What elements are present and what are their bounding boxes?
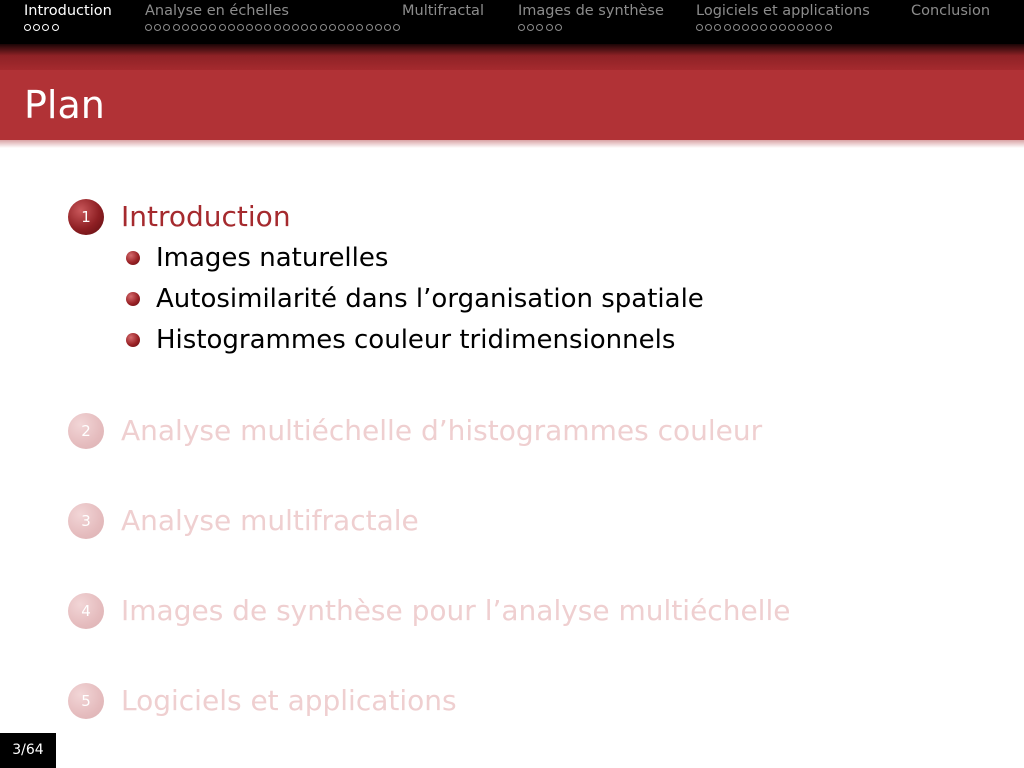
- toc-subsection-label: Images naturelles: [156, 243, 389, 273]
- frame-dot[interactable]: [52, 24, 59, 31]
- frame-dot[interactable]: [338, 24, 345, 31]
- frame-dot[interactable]: [733, 24, 740, 31]
- toc-section-label: Logiciels et applications: [121, 684, 457, 717]
- nav-section-logiciels-et-applications[interactable]: [696, 2, 870, 33]
- nav-section-title: Multifractal: [402, 3, 484, 19]
- nav-section-images-de-synthese[interactable]: [518, 2, 664, 33]
- section-number-ball: 2: [68, 413, 104, 449]
- nav-section-multifractal[interactable]: [402, 2, 484, 33]
- frame-dot[interactable]: [320, 24, 327, 31]
- toc-section-label: Analyse multiéchelle d’histogrammes couleur: [121, 414, 763, 447]
- frame-dot[interactable]: [310, 24, 317, 31]
- frame-title-bar: [0, 70, 1024, 140]
- frame-dot[interactable]: [751, 24, 758, 31]
- frame-dot[interactable]: [696, 24, 703, 31]
- frame-dot[interactable]: [347, 24, 354, 31]
- section-number-ball: 5: [68, 683, 104, 719]
- frame-dot[interactable]: [182, 24, 189, 31]
- frame-dot[interactable]: [375, 24, 382, 31]
- frame-dot[interactable]: [806, 24, 813, 31]
- section-number-ball: 1: [68, 199, 104, 235]
- frame-dot[interactable]: [145, 24, 152, 31]
- frame-dot[interactable]: [219, 24, 226, 31]
- frame-dot[interactable]: [825, 24, 832, 31]
- section-navigation-bar: [0, 0, 1024, 44]
- header-shadow-band: [0, 44, 1024, 70]
- section-number-ball: 3: [68, 503, 104, 539]
- frame-dot[interactable]: [714, 24, 721, 31]
- frame-dot[interactable]: [518, 24, 525, 31]
- toc-section-label: Introduction: [121, 200, 291, 233]
- nav-frame-dots: [911, 24, 990, 33]
- frame-dot[interactable]: [393, 24, 400, 31]
- frame-dot[interactable]: [200, 24, 207, 31]
- toc-subsection-label: Histogrammes couleur tridimensionnels: [156, 325, 676, 355]
- bullet-ball-icon: [126, 333, 140, 347]
- frame-dot[interactable]: [163, 24, 170, 31]
- frame-dot[interactable]: [788, 24, 795, 31]
- frame-dot[interactable]: [255, 24, 262, 31]
- frame-dot[interactable]: [760, 24, 767, 31]
- frame-dot[interactable]: [356, 24, 363, 31]
- frame-dot[interactable]: [742, 24, 749, 31]
- nav-section-introduction[interactable]: [24, 2, 112, 33]
- toc-section-label: Analyse multifractale: [121, 504, 419, 537]
- frame-title: Plan: [24, 83, 105, 127]
- frame-dot[interactable]: [779, 24, 786, 31]
- frame-dot[interactable]: [384, 24, 391, 31]
- frame-dot[interactable]: [555, 24, 562, 31]
- nav-section-title: Introduction: [24, 3, 112, 19]
- frame-dot[interactable]: [24, 24, 31, 31]
- title-bar-fade: [0, 140, 1024, 148]
- frame-dot[interactable]: [527, 24, 534, 31]
- nav-section-analyse-en-echelles[interactable]: [145, 2, 400, 33]
- frame-dot[interactable]: [815, 24, 822, 31]
- frame-dot[interactable]: [301, 24, 308, 31]
- nav-frame-dots: [402, 24, 484, 33]
- nav-frame-dots: [518, 24, 664, 33]
- nav-section-title: Conclusion: [911, 3, 991, 19]
- nav-section-title: Analyse en échelles: [145, 3, 289, 19]
- frame-dot[interactable]: [770, 24, 777, 31]
- frame-dot[interactable]: [237, 24, 244, 31]
- bullet-ball-icon: [126, 251, 140, 265]
- frame-dot[interactable]: [292, 24, 299, 31]
- nav-section-title: Logiciels et applications: [696, 3, 870, 19]
- frame-dot[interactable]: [705, 24, 712, 31]
- bullet-ball-icon: [126, 292, 140, 306]
- frame-dot[interactable]: [283, 24, 290, 31]
- frame-dot[interactable]: [274, 24, 281, 31]
- frame-dot[interactable]: [546, 24, 553, 31]
- frame-dot[interactable]: [724, 24, 731, 31]
- section-number-ball: 4: [68, 593, 104, 629]
- frame-dot[interactable]: [33, 24, 40, 31]
- frame-dot[interactable]: [173, 24, 180, 31]
- nav-section-conclusion[interactable]: [911, 2, 990, 33]
- frame-dot[interactable]: [264, 24, 271, 31]
- nav-frame-dots: [24, 24, 112, 33]
- nav-frame-dots: [696, 24, 870, 33]
- frame-dot[interactable]: [228, 24, 235, 31]
- frame-dot[interactable]: [797, 24, 804, 31]
- frame-dot[interactable]: [329, 24, 336, 31]
- frame-dot[interactable]: [154, 24, 161, 31]
- frame-dot[interactable]: [42, 24, 49, 31]
- toc-subsection-label: Autosimilarité dans l’organisation spatiale: [156, 284, 704, 314]
- frame-dot[interactable]: [209, 24, 216, 31]
- frame-dot[interactable]: [191, 24, 198, 31]
- nav-frame-dots: [145, 24, 400, 33]
- frame-dot[interactable]: [536, 24, 543, 31]
- toc-section-label: Images de synthèse pour l’analyse multiéchelle: [121, 594, 791, 627]
- nav-section-title: Images de synthèse: [518, 3, 664, 19]
- page-number: 3/64: [0, 733, 56, 768]
- frame-dot[interactable]: [366, 24, 373, 31]
- frame-dot[interactable]: [246, 24, 253, 31]
